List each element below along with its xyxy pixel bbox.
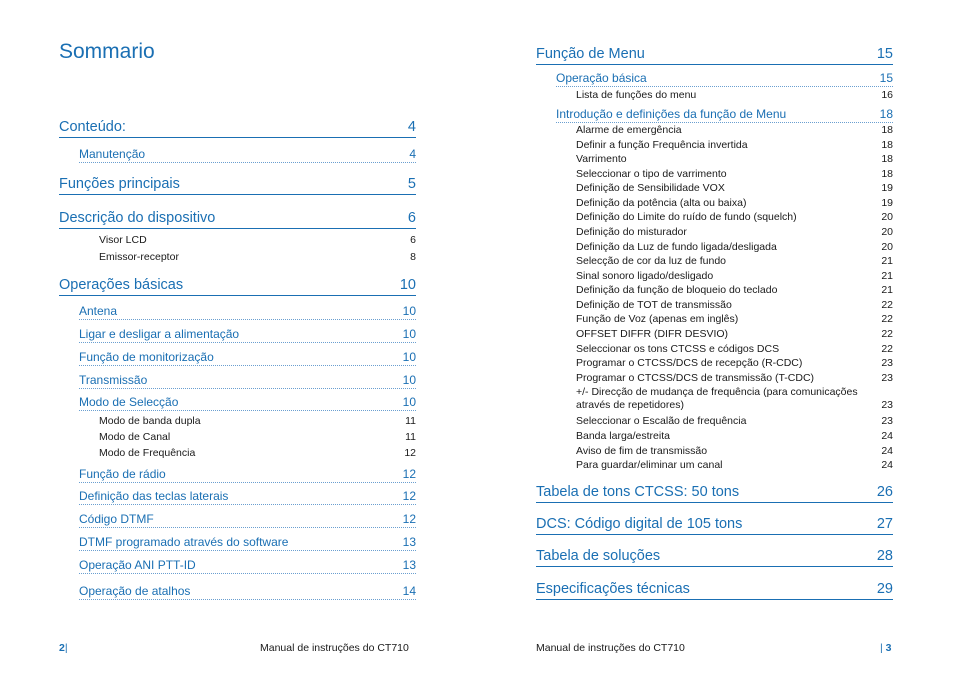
toc-entry-descricao-dispositivo[interactable] (59, 210, 416, 229)
toc-entry-cor-luz-fundo[interactable] (576, 255, 893, 268)
toc-entry-especificacoes[interactable] (536, 581, 893, 600)
toc-entry-potencia[interactable] (576, 197, 893, 210)
toc-entry-atalhos[interactable] (79, 584, 416, 600)
toc-entry-label: Definição do misturador (576, 226, 687, 238)
toc-entry-tipo-varrimento[interactable] (576, 168, 893, 181)
toc-entry-page: 21 (881, 284, 893, 296)
toc-entry-page: 12 (402, 489, 416, 503)
toc-entry-label: Visor LCD (99, 234, 147, 246)
toc-entry-label: Definição de TOT de transmissão (576, 299, 732, 311)
toc-entry-page: 20 (881, 241, 893, 253)
toc-entry-page: 22 (881, 313, 893, 325)
toc-entry-label: Código DTMF (79, 512, 154, 526)
toc-entry-page: 23 (881, 415, 893, 427)
left-footer-manual: Manual de instruções do CT710 (260, 642, 409, 654)
toc-entry-label: OFFSET DIFFR (DIFR DESVIO) (576, 328, 729, 340)
page-number: 2 (59, 642, 65, 654)
toc-entry-page: 28 (876, 548, 893, 564)
toc-entry-page: 11 (405, 415, 416, 427)
toc-entry-page: 6 (410, 234, 416, 246)
toc-entry-label: Modo de Frequência (99, 447, 196, 459)
toc-entry-operacao-basica[interactable] (556, 71, 893, 87)
toc-entry-banda-larga[interactable] (576, 430, 893, 443)
toc-entry-label: Conteúdo: (59, 119, 126, 135)
toc-entry-label: Definição da potência (alta ou baixa) (576, 197, 747, 209)
toc-entry-label: Operação de atalhos (79, 584, 191, 598)
toc-entry-label: Seleccionar o Escalão de frequência (576, 415, 747, 427)
toc-entry-label: Varrimento (576, 153, 627, 165)
toc-entry-label: Função de Voz (apenas em inglês) (576, 313, 739, 325)
toc-entry-page: 13 (402, 558, 416, 572)
toc-entry-label: Para guardar/eliminar um canal (576, 459, 723, 471)
toc-entry-modo-frequencia[interactable] (99, 447, 416, 460)
toc-entry-dcs-codigo[interactable] (536, 516, 893, 535)
toc-entry-codigo-dtmf[interactable] (79, 512, 416, 528)
toc-entry-label: Seleccionar o tipo de varrimento (576, 168, 727, 180)
toc-entry-teclas-laterais[interactable] (79, 489, 416, 505)
left-footer (59, 642, 68, 654)
toc-entry-page: 10 (402, 304, 416, 318)
toc-entry-page: 12 (404, 447, 416, 459)
right-footer (880, 642, 892, 654)
toc-entry-page: 10 (402, 350, 416, 364)
toc-entry-label: Sinal sonoro ligado/desligado (576, 270, 714, 282)
toc-entry-page: 4 (409, 147, 416, 161)
toc-entry-alarme[interactable] (576, 124, 893, 137)
toc-entry-label: Modo de banda dupla (99, 415, 201, 427)
toc-entry-page: 18 (881, 139, 893, 151)
toc-entry-page: 18 (881, 153, 893, 165)
toc-entry-tons-ctcss-dcs[interactable] (576, 343, 893, 356)
toc-entry-label: Funções principais (59, 176, 180, 192)
toc-entry-label: Transmissão (79, 373, 148, 387)
toc-entry-label: Alarme de emergência (576, 124, 682, 136)
toc-entry-direccao-frequencia[interactable] (576, 386, 893, 412)
toc-entry-page: 18 (879, 107, 893, 121)
toc-entry-label: Especificações técnicas (536, 581, 690, 597)
toc-entry-label: Descrição do dispositivo (59, 210, 216, 226)
toc-entry-offset-diffr[interactable] (576, 328, 893, 341)
toc-entry-r-cdc[interactable] (576, 357, 893, 370)
toc-entry-page: 12 (402, 512, 416, 526)
toc-entry-page: 26 (876, 484, 893, 500)
toc-entry-sensibilidade-vox[interactable] (576, 182, 893, 195)
toc-entry-page: 14 (402, 584, 416, 598)
toc-entry-label: Seleccionar os tons CTCSS e códigos DCS (576, 343, 780, 355)
toc-entry-page: 27 (876, 516, 893, 532)
toc-entry-visor-lcd[interactable] (99, 234, 416, 247)
toc-entry-label: Ligar e desligar a alimentação (79, 327, 240, 341)
toc-entry-label: Modo de Selecção (79, 395, 179, 409)
toc-entry-page: 10 (402, 327, 416, 341)
toc-entry-page: 23 (881, 372, 893, 384)
toc-entry-label: Definição das teclas laterais (79, 489, 229, 503)
toc-entry-manutencao[interactable] (79, 147, 416, 163)
toc-entry-label: Definição de Sensibilidade VOX (576, 182, 725, 194)
toc-entry-dtmf-software[interactable] (79, 535, 416, 551)
toc-entry-page: 18 (881, 124, 893, 136)
toc-entry-tabela-solucoes[interactable] (536, 548, 893, 567)
toc-entry-label: Modo de Canal (99, 431, 171, 443)
toc-entry-label: Função de rádio (79, 467, 166, 481)
toc-entry-frequencia-invertida[interactable] (576, 139, 893, 152)
toc-entry-conteudo[interactable] (59, 119, 416, 138)
page-title: Sommario (59, 40, 155, 63)
toc-entry-page: 23 (881, 357, 893, 369)
toc-entry-label: Operações básicas (59, 277, 184, 293)
toc-entry-label: Operação ANI PTT-ID (79, 558, 196, 572)
toc-entry-label: DCS: Código digital de 105 tons (536, 516, 743, 532)
page-separator: | (880, 642, 883, 654)
right-footer-manual: Manual de instruções do CT710 (536, 642, 685, 654)
toc-entry-ligar-desligar[interactable] (79, 327, 416, 343)
toc-entry-label: Selecção de cor da luz de fundo (576, 255, 727, 267)
toc-entry-page: 10 (402, 395, 416, 409)
toc-entry-squelch[interactable] (576, 211, 893, 224)
toc-entry-varrimento[interactable] (576, 153, 893, 166)
toc-entry-tabela-ctcss[interactable] (536, 484, 893, 503)
toc-entry-label: Tabela de tons CTCSS: 50 tons (536, 484, 740, 500)
toc-entry-page: 4 (407, 119, 416, 135)
toc-entry-page: 21 (881, 270, 893, 282)
toc-entry-page: 12 (402, 467, 416, 481)
toc-entry-antena[interactable] (79, 304, 416, 320)
toc-entry-luz-fundo[interactable] (576, 241, 893, 254)
toc-entry-funcao-voz[interactable] (576, 313, 893, 326)
toc-entry-ani-ptt-id[interactable] (79, 558, 416, 574)
toc-entry-label: Programar o CTCSS/DCS de recepção (R-CDC) (576, 357, 803, 369)
toc-entry-page: 8 (410, 251, 416, 263)
toc-entry-modo-canal[interactable] (99, 431, 416, 444)
toc-entry-label: Definir a função Frequência invertida (576, 139, 748, 151)
toc-entry-label: Função de monitorização (79, 350, 214, 364)
toc-entry-label: Manutenção (79, 147, 146, 161)
toc-entry-page: 19 (881, 182, 893, 194)
toc-entry-label: Operação básica (556, 71, 647, 85)
toc-entry-funcoes-principais[interactable] (59, 176, 416, 195)
toc-entry-label: Definição da Luz de fundo ligada/desligada (576, 241, 777, 253)
toc-entry-page: 13 (402, 535, 416, 549)
toc-entry-page: 15 (879, 71, 893, 85)
page-number: 3 (885, 642, 892, 654)
toc-entry-funcao-radio[interactable] (79, 467, 416, 483)
toc-entry-page: 10 (402, 373, 416, 387)
toc-entry-label: Definição do Limite do ruído de fundo (squelch) (576, 211, 797, 223)
toc-entry-t-cdc[interactable] (576, 372, 893, 385)
toc-entry-modo-seleccao[interactable] (79, 395, 416, 411)
toc-entry-page: 16 (881, 89, 893, 101)
toc-entry-label: +/- Direcção de mudança de frequência (para comunicações através de repetidores) (576, 386, 858, 411)
toc-entry-transmissao[interactable] (79, 373, 416, 389)
toc-entry-aviso-fim[interactable] (576, 445, 893, 458)
toc-entry-lista-funcoes-menu[interactable] (576, 89, 893, 102)
toc-entry-misturador[interactable] (576, 226, 893, 239)
toc-entry-label: Função de Menu (536, 46, 645, 62)
toc-entry-page: 22 (881, 343, 893, 355)
toc-entry-page: 23 (881, 399, 893, 411)
toc-entry-page: 22 (881, 299, 893, 311)
toc-entry-tot-transmissao[interactable] (576, 299, 893, 312)
toc-entry-banda-dupla[interactable] (99, 415, 416, 428)
toc-entry-page: 20 (881, 226, 893, 238)
toc-entry-page: 5 (407, 176, 416, 192)
toc-entry-guardar-canal[interactable] (576, 459, 893, 472)
toc-entry-page: 22 (881, 328, 893, 340)
toc-entry-operacoes-basicas[interactable] (59, 277, 416, 296)
toc-entry-page: 18 (881, 168, 893, 180)
toc-entry-label: Programar o CTCSS/DCS de transmissão (T-CDC) (576, 372, 815, 384)
toc-entry-sinal-sonoro[interactable] (576, 270, 893, 283)
toc-entry-label: DTMF programado através do software (79, 535, 289, 549)
toc-entry-label: Definição da função de bloqueio do teclado (576, 284, 778, 296)
toc-entry-page: 19 (881, 197, 893, 209)
toc-entry-label: Aviso de fim de transmissão (576, 445, 708, 457)
toc-entry-label: Tabela de soluções (536, 548, 661, 564)
toc-entry-page: 11 (405, 431, 416, 443)
toc-entry-page: 20 (881, 211, 893, 223)
toc-entry-page: 24 (881, 430, 893, 442)
toc-entry-label: Emissor-receptor (99, 251, 179, 263)
toc-entry-funcao-menu[interactable] (536, 46, 893, 65)
toc-entry-escalao-frequencia[interactable] (576, 415, 893, 428)
toc-entry-label: Lista de funções do menu (576, 89, 697, 101)
toc-entry-emissor-receptor[interactable] (99, 251, 416, 264)
toc-entry-page: 15 (876, 46, 893, 62)
toc-entry-page: 6 (407, 210, 416, 226)
page-separator: | (64, 642, 68, 654)
toc-entry-monitorizacao[interactable] (79, 350, 416, 366)
toc-entry-bloqueio-teclado[interactable] (576, 284, 893, 297)
toc-entry-introducao-menu[interactable] (556, 107, 893, 123)
toc-entry-label: Banda larga/estreita (576, 430, 670, 442)
toc-entry-label: Introdução e definições da função de Menu (556, 107, 787, 121)
toc-entry-page: 10 (399, 277, 416, 293)
toc-entry-page: 24 (881, 459, 893, 471)
toc-entry-page: 29 (876, 581, 893, 597)
toc-entry-page: 24 (881, 445, 893, 457)
toc-entry-label: Antena (79, 304, 118, 318)
toc-entry-page: 21 (881, 255, 893, 267)
